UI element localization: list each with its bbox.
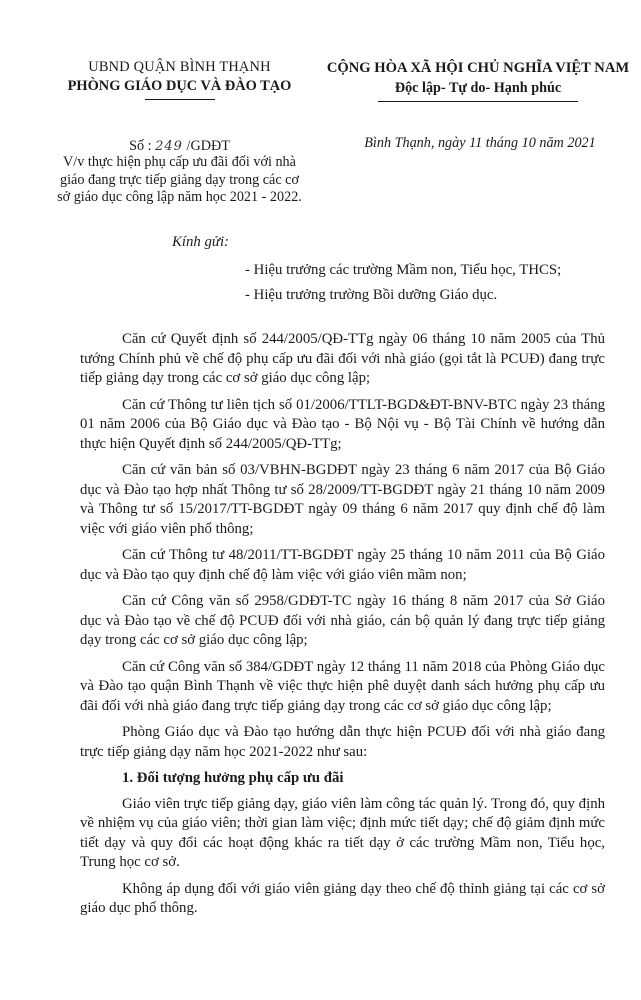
- body-paragraph: Phòng Giáo dục và Đào tạo hướng dẫn thực hiện PCUĐ đối với nhà giáo đang trực tiếp giảng dạy năm học 2021-2022 như sau:: [80, 724, 605, 760]
- national-title-header: [318, 58, 638, 102]
- section-paragraph: Giáo viên trực tiếp giảng dạy, giáo viên làm công tác quản lý. Trong đó, quy định về nhiệm vụ của giáo viên; thời gian làm việc; định mức tiết dạy; chế độ giảm định mức tiết dạy và quy đổi các hoạt động khác ra tiết dạy ở các trường Mầm non, Tiểu học, Trung học cơ sở.: [80, 795, 605, 870]
- recipient-item: - Hiệu trưởng trường Bồi dưỡng Giáo dục.: [245, 287, 498, 303]
- national-motto: Độc lập- Tự do- Hạnh phúc: [394, 80, 562, 96]
- body-paragraph: Căn cứ Quyết định số 244/2005/QĐ-TTg ngày 06 tháng 10 năm 2005 của Thủ tướng Chính phủ về chế độ phụ cấp ưu đãi đối với nhà giáo (gọi tắt là PCUĐ) đang trực tiếp giảng dạy trong các cơ sở giáo dục công lập;: [80, 331, 605, 386]
- issuing-agency-header: [52, 58, 307, 100]
- national-title: CỘNG HÒA XÃ HỘI CHỦ NGHĨA VIỆT NAM: [326, 60, 630, 76]
- agency-underline: [145, 99, 215, 100]
- recipient-list: [245, 258, 561, 308]
- body-paragraph: Căn cứ Công văn số 384/GDĐT ngày 12 tháng 11 năm 2018 của Phòng Giáo dục và Đào tạo quận Bình Thạnh về việc thực hiện phê duyệt danh sách hưởng phụ cấp ưu đãi đối với nhà giáo đang trực tiếp giảng dạy trong các cơ sở giáo dục công lập;: [80, 658, 605, 714]
- section-paragraph: Không áp dụng đối với giáo viên giảng dạy theo chế độ thỉnh giảng tại các cơ sở giáo dục phổ thông.: [80, 880, 605, 916]
- body-paragraph: Căn cứ Thông tư 48/2011/TT-BGDĐT ngày 25 tháng 10 năm 2011 của Bộ Giáo dục và Đào tạo quy định chế độ làm việc với giáo viên mầm non;: [80, 547, 605, 583]
- document-subject: V/v thực hiện phụ cấp ưu đãi đối với nhà giáo đang trực tiếp giảng dạy trong các cơ sở giáo dục công lập năm học 2021 - 2022.: [57, 154, 302, 206]
- doc-number-handwritten: 249: [155, 139, 183, 154]
- recipient-item: - Hiệu trưởng các trường Mầm non, Tiểu học, THCS;: [245, 262, 562, 278]
- body-paragraph: Căn cứ văn bản số 03/VBHN-BGDĐT ngày 23 tháng 6 năm 2017 của Bộ Giáo dục và Đào tạo hợp nhất Thông tư số 28/2009/TT-BGDĐT ngày 21 tháng 10 năm 2009 và Thông tư số 15/2017/TT-BGDĐT ngày 09 tháng 6 năm 2017 quy định chế độ làm việc với giáo viên phổ thông;: [80, 462, 605, 537]
- doc-number-prefix: Số :: [129, 138, 152, 154]
- body-paragraph: Căn cứ Công văn số 2958/GDĐT-TC ngày 16 tháng 8 năm 2017 của Sở Giáo dục và Đào tạo về chế độ PCUĐ đối với nhà giáo, cán bộ quản lý đang trực tiếp giảng dạy trong các cơ sở giáo dục công lập;: [80, 593, 605, 648]
- document-body: [80, 330, 605, 926]
- salutation: Kính gửi:: [172, 234, 229, 250]
- motto-underline: [378, 101, 578, 102]
- place-and-date: Bình Thạnh, ngày 11 tháng 10 năm 2021: [364, 135, 596, 151]
- body-paragraph: Căn cứ Thông tư liên tịch số 01/2006/TTLT-BGD&ĐT-BNV-BTC ngày 23 tháng 01 năm 2006 của Bộ Giáo dục và Đào tạo - Bộ Nội vụ - Bộ Tài Chính về hướng dẫn thực hiện Quyết định số 244/2005/QĐ-TTg;: [80, 396, 605, 452]
- doc-number-suffix: /GDĐT: [186, 138, 230, 154]
- district-committee-name: UBND QUẬN BÌNH THẠNH: [88, 59, 271, 75]
- education-office-name: PHÒNG GIÁO DỤC VÀ ĐÀO TẠO: [67, 78, 292, 94]
- section-heading: 1. Đối tượng hưởng phụ cấp ưu đãi: [122, 770, 344, 786]
